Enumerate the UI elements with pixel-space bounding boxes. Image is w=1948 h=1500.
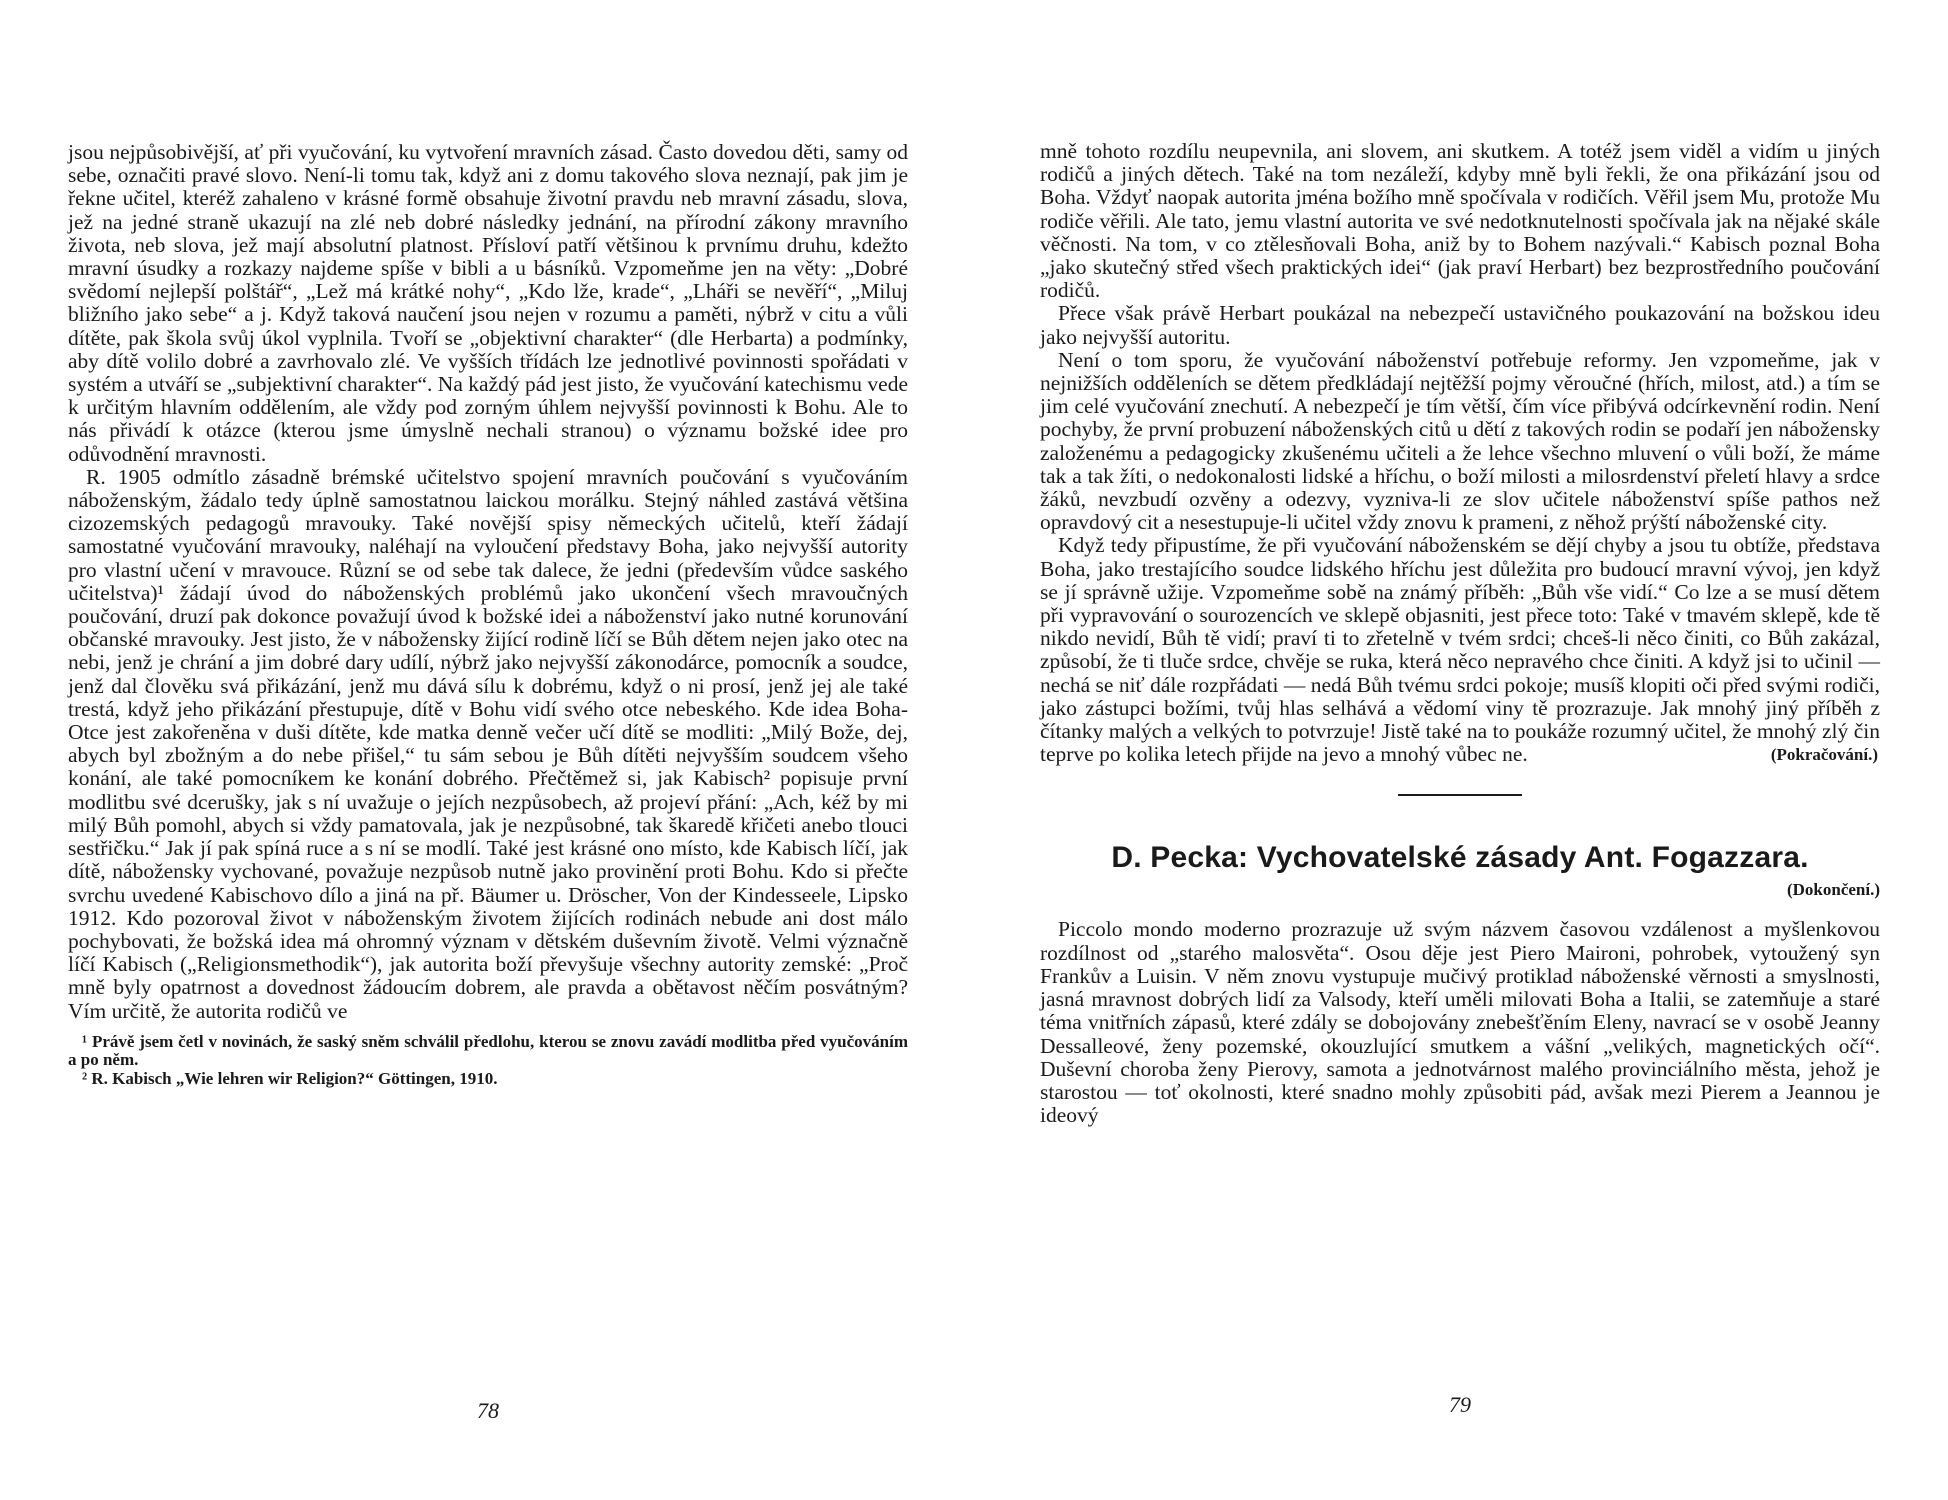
right-paragraph-3: Není o tom sporu, že vyučování náboženství potřebuje reformy. Jen vzpomeňme, jak v nejnižších odděleních se dětem předkládají nejtěžší pojmy věroučné (hřích, milost, atd.) a tím se jim celé vyučování znechutí. A nebezpečí je tím větší, čím více přibývá odcírkevnění rodin. Není pochyby, že první probuzení náboženských citů u dětí z takových rodin se podaří jen nábožensky založenému a pedagogicky zkušenému učiteli a že lehce všechno mluvení o vůli boží, že máme tak a tak žíti, o nedokonalosti lidské a hříchu, o boží milosti a milosrdenství přeletí hlavy a srdce žáků, nevzbudí ozvěny a odezvy, vyzniva-li ze slov učitele náboženství spíše pathos než opravdový cit a nesestupuje-li učitel vždy znovu k prameni, z něhož prýští náboženské city.	[1040, 347, 1880, 535]
continued-note: (Pokračování.)	[1770, 745, 1878, 765]
section-divider	[1398, 794, 1522, 796]
left-paragraph-1: jsou nejpůsobivější, ať při vyučování, ku vytvoření mravních zásad. Často dovedou děti, samy od sebe, označiti pravé slovo. Není-li tomu tak, když ani z domu takového slova neznají, pak jim je řekne učitel, kteréž zahaleno v krásné formě obsahuje životní pravdu neb mravní zásadu, slova, jež na jedné straně ukazují na zlé neb dobré následky jednání, na přírodní zákony mravního života, neb slova, jež mají absolutní platnost. Přísloví patří většinou k prvnímu druhu, kdežto mravní úsudky a rozkazy najdeme spíše v bibli a u básníků. Vzpomeňme jen na věty: „Dobré svědomí nejlepší polštář“, „Lež má krátké nohy“, „Kdo lže, krade“, „Lháři se nevěří“, „Miluj bližního jako sebe“ a j. Když taková naučení jsou nejen v rozumu a paměti, nýbrž v citu a vůli dítěte, pak škola svůj úkol vyplnila. Tvoří se „objektivní charakter“ (dle Herbarta) a podmínky, aby dítě volilo dobré a zavrhovalo zlé. Ve vyšších třídách lze jednotlivé povinnosti spořádati v systém a utváří se „subjektivní charakter“. Na každý pád jest jisto, že vyučování katechismu vede k určitým hlavním oddělením, ale vždy pod zorným úhlem nejvyšší povinnosti k Bohu. Ale to nás přivádí k otázce (kterou jsme úmyslně nechali stranou) o významu božské idee pro odůvodnění mravnosti.	[68, 140, 908, 466]
concluded-note: (Dokončení.)	[1786, 880, 1880, 900]
left-page	[68, 140, 908, 1440]
article-title: D. Pecka: Vychovatelské zásady Ant. Fogazzara.	[1111, 841, 1809, 875]
left-footnotes	[68, 1033, 908, 1089]
right-paragraph-2: Přece však právě Herbart poukázal na nebezpečí ustavičného poukazování na božskou ideu jako nejvyšší autoritu.	[1040, 301, 1880, 349]
right-page	[1040, 140, 1880, 1440]
right-paragraph-5: Piccolo mondo moderno prozrazuje už svým názvem časovou vzdálenost a myšlenkovou rozdílnost od „starého malosvěta“. Osou děje jest Piero Maironi, pohrobek, vytoužený syn Frankův a Luisin. V něm znovu vystupuje mučivý protiklad náboženské věrnosti a smyslnosti, jasná mravnost dobrých lidí za Valsody, kteří uměli milovati Boha a Italii, se zatemňuje a staré téma vnitřních zápasů, které zdály se dobojovány znebešťěním Eleny, navrací se v osobě Jeanny Dessalleové, ženy pozemské, okouzlující smutkem a vášní „velikých, magnetických očí“. Duševní choroba ženy Pierovy, samota a jednotvárnost malého provinciálního města, jehož je starostou — toť okolnosti, které snadno mohly způsobiti pád, avšak mezi Pierem a Jeannou je ideový	[1040, 917, 1880, 1128]
right-page-number: 79	[1449, 1392, 1471, 1417]
footnote-1: ¹ Právě jsem četl v novinách, že saský sněm schválil předlohu, kterou se znovu zavádí modlitba před vyučováním a po něm.	[68, 1031, 908, 1070]
right-paragraph-1: mně tohoto rozdílu neupevnila, ani slovem, ani skutkem. A totéž jsem viděl a vidím u jiných rodičů a jiných dětech. Také na tom nezáleží, kdyby mně byli řekli, že ona přikázání jsou od Boha. Vždyť naopak autorita jména božího mně spočívala v rodičích. Věřil jsem Mu, protože Mu rodiče věřili. Ale tato, jemu vlastní autorita ve své nedotknutelnosti spočívala jak na nějaké skále věčnosti. Na tom, v co ztělesňovali Boha, aniž by to Bohem nazývali.“ Kabisch poznal Boha „jako skutečný střed všech praktických idei“ (jak praví Herbart) bez bezprostředního poučování rodičů.	[1040, 139, 1880, 303]
right-paragraph-4: Když tedy připustíme, že při vyučování náboženském se dějí chyby a jsou tu obtíže, představa Boha, jako trestajícího soudce lidského hříchu jest důležita pro budoucí mravní vývoj, jen když se jí správně užije. Vzpomeňme sobě na známý příběh: „Bůh vše vidí.“ Co lze a se musí dětem při vypravování o sourozencích ve sklepě objasniti, jest přece toto: Také v tmavém sklepě, kde tě nikdo nevidí, Bůh tě vidí; praví ti to zřetelně v tvém srdci; chceš-li něco činiti, co Bůh zakázal, způsobí, že ti tluče srdce, chvěje se ruka, která něco nepravého chce činiti. A když jsi to učinil — nechá se niť dále rozpřádati — nedá Bůh tvému srdci pokoje; musíš klopiti oči před svými rodiči, jako zástupci božími, tvůj hlas selhává a vědomí viny tě prozrazuje. Jak mnohý jiný příběh z čítanky malých a velkých to potvrzuje! Jistě také na to poukáže rozumný učitel, že mnohý zlý čin teprve po kolika letech přijde na jevo a mnohý vůbec ne.	[1040, 533, 1880, 767]
left-paragraph-2: R. 1905 odmítlo zásadně brémské učitelstvo spojení mravních poučování s vyučováním náboženským, žádalo tedy úplně samostatnou laickou morálku. Stejný náhled zastává většina cizozemských pedagogů mravouky. Také novější spisy německých učitelů, kteří žádají samostatné vyučování mravouky, naléhají na vyloučení představy Boha, jako nejvyšší autority pro vlastní učení v mravouce. Různí se od sebe tak dalece, že jedni (především vůdce saského učitelstva)¹ žádají úvod do náboženských problémů jako ukončení všech mravoučných poučování, druzí pak dokonce považují úvod k božské idei a náboženství jako nutné korunování občanské mravouky. Jest jisto, že v nábožensky žijící rodině líčí se Bůh dětem nejen jako otec na nebi, jenž je chrání a jim dobré dary udílí, nýbrž jako nejvyšší zákonodárce, pomocník a soudce, jenž dal člověku svá přikázání, jenž mu dává sílu k dobrému, když o ni prosí, jenž jej ale také trestá, když jeho přikázání přestupuje, dítě v Bohu vidí svého otce nebeského. Kde idea Boha-Otce jest zakořeněna v duši dítěte, kde matka denně večer učí dítě se modliti: „Milý Bože, dej, abych byl zbožným a do nebe přišel,“ tu sám sebou je Bůh dítěti nejvyšším soudcem všeho konání, ale také pomocníkem ke konání dobrého. Přečtěmež si, jak Kabisch² popisuje první modlitbu své dcerušky, jak s ní uvažuje o jejích nezpůsobech, až projeví přání: „Ach, kéž by mi milý Bůh pomohl, abych si vždy pamatovala, jak je nezpůsobné, tak škaredě křičeti anebo tlouci sestřičku.“ Jak jí pak spíná ruce a s ní se modlí. Také jest krásné ono místo, kde Kabisch líčí, jak dítě, nábožensky vychované, považuje nezpůsob nutně jako provinění proti Bohu. Kdo si přečte svrchu uvedené Kabischovo dílo a jiná na př. Bäumer u. Dröscher, Von der Kindesseele, Lipsko 1912. Kdo pozoroval život v náboženským životem žijících rodinách nebude ani dost málo pochybovati, že božská idea má ohromný význam v dětském duševním životě. Velmi význačně líčí Kabisch („Religionsmethodik“), jak autorita boží převyšuje všechny autority zemské: „Proč mně byly opatrnost a dovednost žádoucím dobrem, ale pravda a obětavost něčím posvátným? Vím určitě, že autorita rodičů ve	[68, 464, 908, 1023]
footnote-2: ² R. Kabisch „Wie lehren wir Religion?“ Göttingen, 1910.	[82, 1068, 498, 1088]
left-page-number: 78	[477, 1398, 499, 1423]
